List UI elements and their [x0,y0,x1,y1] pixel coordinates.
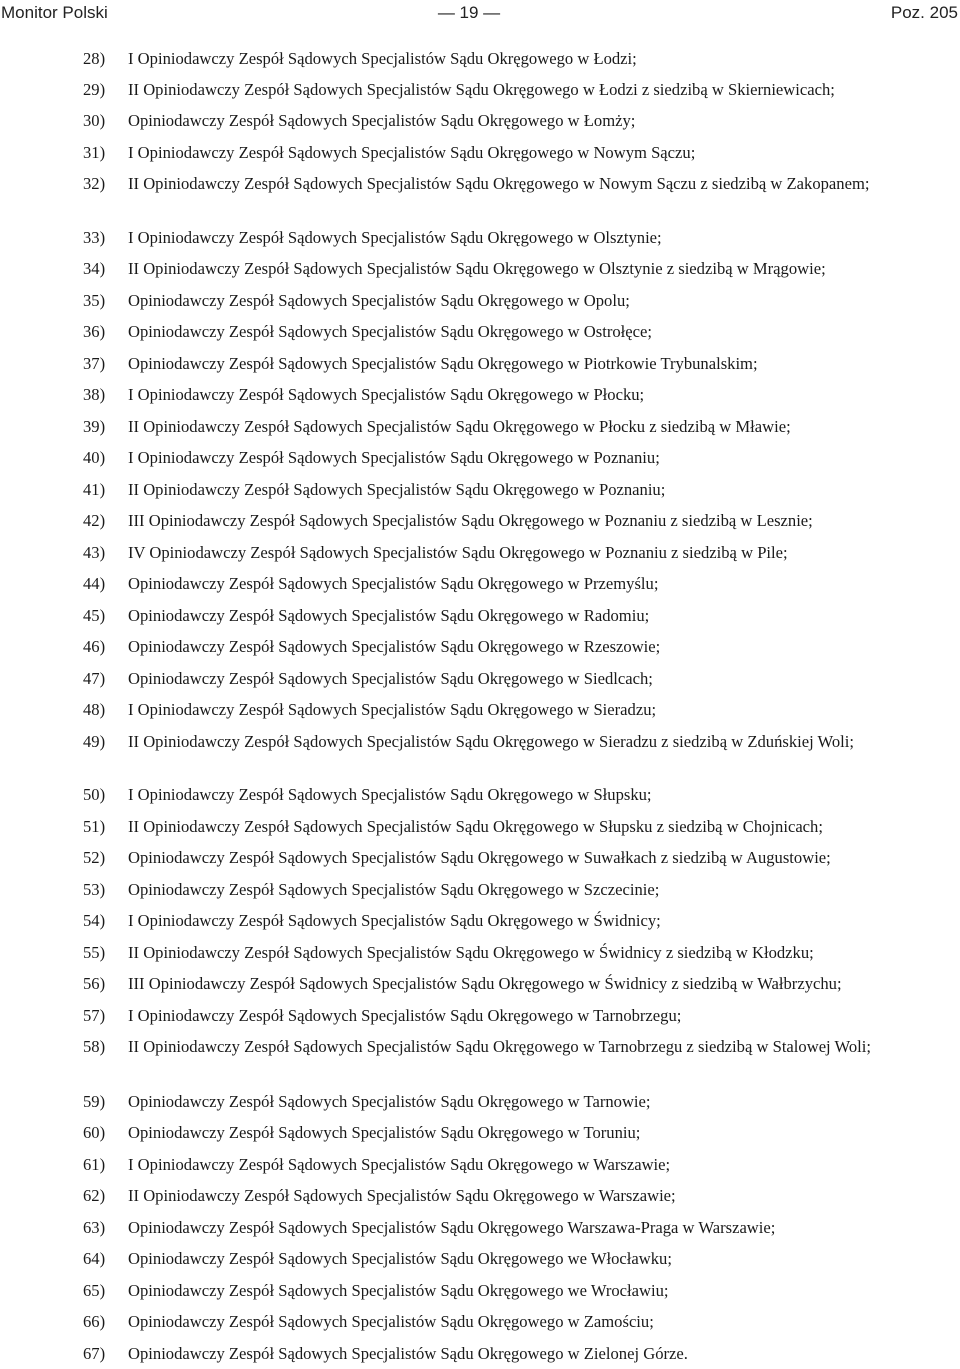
list-item-text: Opiniodawczy Zespół Sądowych Specjalistów Sądu Okręgowego w Suwałkach z siedzibą w Augustowie; [128,848,831,867]
list-item-number: 67) [83,1344,106,1363]
list-item [83,1121,958,1144]
page-number: — 19 — [437,3,501,22]
list-item [83,846,958,869]
list-item [83,78,958,101]
list-item-number: 36) [83,322,106,341]
list-item-text: I Opiniodawczy Zespół Sądowych Specjalistów Sądu Okręgowego w Świdnicy; [128,911,661,930]
list-item [83,909,958,932]
list-item-number: 60) [83,1123,106,1142]
list-item [83,783,958,806]
list-item [83,1247,958,1270]
list-item-text: Opiniodawczy Zespół Sądowych Specjalistów Sądu Okręgowego w Rzeszowie; [128,637,661,656]
list-item-text: II Opiniodawczy Zespół Sądowych Specjalistów Sądu Okręgowego w Tarnobrzegu z siedzibą w Stalowej Woli; [128,1037,871,1056]
list-item-text: I Opiniodawczy Zespół Sądowych Specjalistów Sądu Okręgowego w Tarnobrzegu; [128,1006,682,1025]
list-item-number: 53) [83,880,106,899]
list-item-text: I Opiniodawczy Zespół Sądowych Specjalistów Sądu Okręgowego w Sieradzu; [128,700,657,719]
list-item [83,878,958,901]
list-item-number: 43) [83,543,106,562]
list-item-text: I Opiniodawczy Zespół Sądowych Specjalistów Sądu Okręgowego w Olsztynie; [128,228,662,247]
list-item [83,1090,958,1113]
list-item-number: 28) [83,49,106,68]
list-item-text: II Opiniodawczy Zespół Sądowych Specjalistów Sądu Okręgowego w Sieradzu z siedzibą w Zduńskiej Woli; [128,732,855,751]
list-item [83,667,958,690]
list-item-text: Opiniodawczy Zespół Sądowych Specjalistów Sądu Okręgowego w Zielonej Górze. [128,1344,688,1363]
list-item-text: III Opiniodawczy Zespół Sądowych Specjalistów Sądu Okręgowego w Poznaniu z siedzibą w Lesznie; [128,511,813,530]
list-item [83,446,958,469]
list-item-number: 31) [83,143,106,162]
list-item-number: 63) [83,1218,106,1237]
list-item-number: 48) [83,700,106,719]
list-item [83,604,958,627]
list-item-text: Opiniodawczy Zespół Sądowych Specjalistów Sądu Okręgowego w Łomży; [128,111,636,130]
list-item [83,383,958,406]
list-item-text: Opiniodawczy Zespół Sądowych Specjalistów Sądu Okręgowego w Siedlcach; [128,669,653,688]
list-item-number: 44) [83,574,106,593]
list-item [83,1004,958,1027]
list-item [83,972,958,995]
list-item [83,572,958,595]
list-item-number: 51) [83,817,106,836]
list-item-text: Opiniodawczy Zespół Sądowych Specjalistów Sądu Okręgowego w Zamościu; [128,1312,654,1331]
list-item-text: I Opiniodawczy Zespół Sądowych Specjalistów Sądu Okręgowego w Warszawie; [128,1155,671,1174]
list-item-number: 41) [83,480,106,499]
list-item [83,226,958,249]
list-item-text: Opiniodawczy Zespół Sądowych Specjalistów Sądu Okręgowego w Tarnowie; [128,1092,651,1111]
list-item-number: 29) [83,80,106,99]
list-item-number: 35) [83,291,106,310]
list-item-number: 66) [83,1312,106,1331]
list-item-number: 45) [83,606,106,625]
list-item-number: 42) [83,511,106,530]
list-item [83,47,958,70]
list-item-text: Opiniodawczy Zespół Sądowych Specjalistów Sądu Okręgowego w Piotrkowie Trybunalskim; [128,354,758,373]
list-item-text: II Opiniodawczy Zespół Sądowych Specjalistów Sądu Okręgowego w Warszawie; [128,1186,676,1205]
list-item [83,320,958,343]
list-item [83,815,958,838]
list-item [83,352,958,375]
list-item-text: Opiniodawczy Zespół Sądowych Specjalistów Sądu Okręgowego Warszawa-Praga w Warszawie; [128,1218,776,1237]
list-item [83,1216,958,1239]
list-item-number: 54) [83,911,106,930]
list-item-text: IV Opiniodawczy Zespół Sądowych Specjalistów Sądu Okręgowego w Poznaniu z siedzibą w Pile; [128,543,788,562]
list-item-text: I Opiniodawczy Zespół Sądowych Specjalistów Sądu Okręgowego w Płocku; [128,385,645,404]
list-item-number: 65) [83,1281,106,1300]
list-item-text: II Opiniodawczy Zespół Sądowych Specjalistów Sądu Okręgowego w Świdnicy z siedzibą w Kłodzku; [128,943,814,962]
list-item-number: 46) [83,637,106,656]
list-item-number: 30) [83,111,106,130]
list-item-text: II Opiniodawczy Zespół Sądowych Specjalistów Sądu Okręgowego w Nowym Sączu z siedzibą w Zakopanem; [128,174,870,193]
list-item-text: I Opiniodawczy Zespół Sądowych Specjalistów Sądu Okręgowego w Poznaniu; [128,448,660,467]
list-item-text: Opiniodawczy Zespół Sądowych Specjalistów Sądu Okręgowego we Wrocławiu; [128,1281,669,1300]
list-item [83,541,958,564]
list-item [83,730,958,753]
list-item-text: II Opiniodawczy Zespół Sądowych Specjalistów Sądu Okręgowego w Olsztynie z siedzibą w Mrągowie; [128,259,826,278]
list-item-number: 32) [83,174,106,193]
list-item-text: Opiniodawczy Zespół Sądowych Specjalistów Sądu Okręgowego w Przemyślu; [128,574,659,593]
list-item-text: I Opiniodawczy Zespół Sądowych Specjalistów Sądu Okręgowego w Łodzi; [128,49,637,68]
position-number: Poz. 205 [890,3,958,22]
list-item [83,941,958,964]
list-item-number: 37) [83,354,106,373]
list-item-number: 33) [83,228,106,247]
list-item-text: Opiniodawczy Zespół Sądowych Specjalistów Sądu Okręgowego w Opolu; [128,291,630,310]
list-item [83,635,958,658]
list-item-number: 57) [83,1006,106,1025]
list-item-number: 58) [83,1037,106,1056]
list-item-text: III Opiniodawczy Zespół Sądowych Specjalistów Sądu Okręgowego w Świdnicy z siedzibą w Wałbrzychu; [128,974,842,993]
publication-title: Monitor Polski [1,3,108,22]
list-item-text: Opiniodawczy Zespół Sądowych Specjalistów Sądu Okręgowego w Toruniu; [128,1123,641,1142]
list-item-number: 62) [83,1186,106,1205]
list-item-text: II Opiniodawczy Zespół Sądowych Specjalistów Sądu Okręgowego w Płocku z siedzibą w Mławie; [128,417,791,436]
list-item [83,257,958,280]
list-item-number: 64) [83,1249,106,1268]
list-item-number: 56) [83,974,106,993]
list-item [83,289,958,312]
list-item [83,141,958,164]
list-item-text: Opiniodawczy Zespół Sądowych Specjalistów Sądu Okręgowego we Włocławku; [128,1249,672,1268]
list-item [83,1342,958,1365]
list-item-number: 49) [83,732,106,751]
list-item [83,109,958,132]
list-item-number: 34) [83,259,106,278]
list-item-number: 61) [83,1155,106,1174]
list-item-text: Opiniodawczy Zespół Sądowych Specjalistów Sądu Okręgowego w Szczecinie; [128,880,660,899]
list-item [83,415,958,438]
list-item-text: II Opiniodawczy Zespół Sądowych Specjalistów Sądu Okręgowego w Poznaniu; [128,480,666,499]
list-item-number: 40) [83,448,106,467]
list-item-number: 47) [83,669,106,688]
list-item-number: 59) [83,1092,106,1111]
list-item-number: 39) [83,417,106,436]
list-item [83,478,958,501]
list-item-number: 38) [83,385,106,404]
list-item-number: 50) [83,785,106,804]
list-item-text: Opiniodawczy Zespół Sądowych Specjalistów Sądu Okręgowego w Radomiu; [128,606,650,625]
list-item-text: II Opiniodawczy Zespół Sądowych Specjalistów Sądu Okręgowego w Łodzi z siedzibą w Skierniewicach; [128,80,835,99]
list-item [83,1279,958,1302]
list-item-number: 55) [83,943,106,962]
list-item-number: 52) [83,848,106,867]
list-item [83,509,958,532]
list-item-text: Opiniodawczy Zespół Sądowych Specjalistów Sądu Okręgowego w Ostrołęce; [128,322,652,341]
list-item-text: I Opiniodawczy Zespół Sądowych Specjalistów Sądu Okręgowego w Nowym Sączu; [128,143,696,162]
list-item [83,172,958,195]
list-item [83,1035,958,1058]
list-item-text: I Opiniodawczy Zespół Sądowych Specjalistów Sądu Okręgowego w Słupsku; [128,785,652,804]
list-item [83,698,958,721]
list-item [83,1184,958,1207]
list-item [83,1310,958,1333]
list-item [83,1153,958,1176]
list-item-text: II Opiniodawczy Zespół Sądowych Specjalistów Sądu Okręgowego w Słupsku z siedzibą w Chojnicach; [128,817,823,836]
